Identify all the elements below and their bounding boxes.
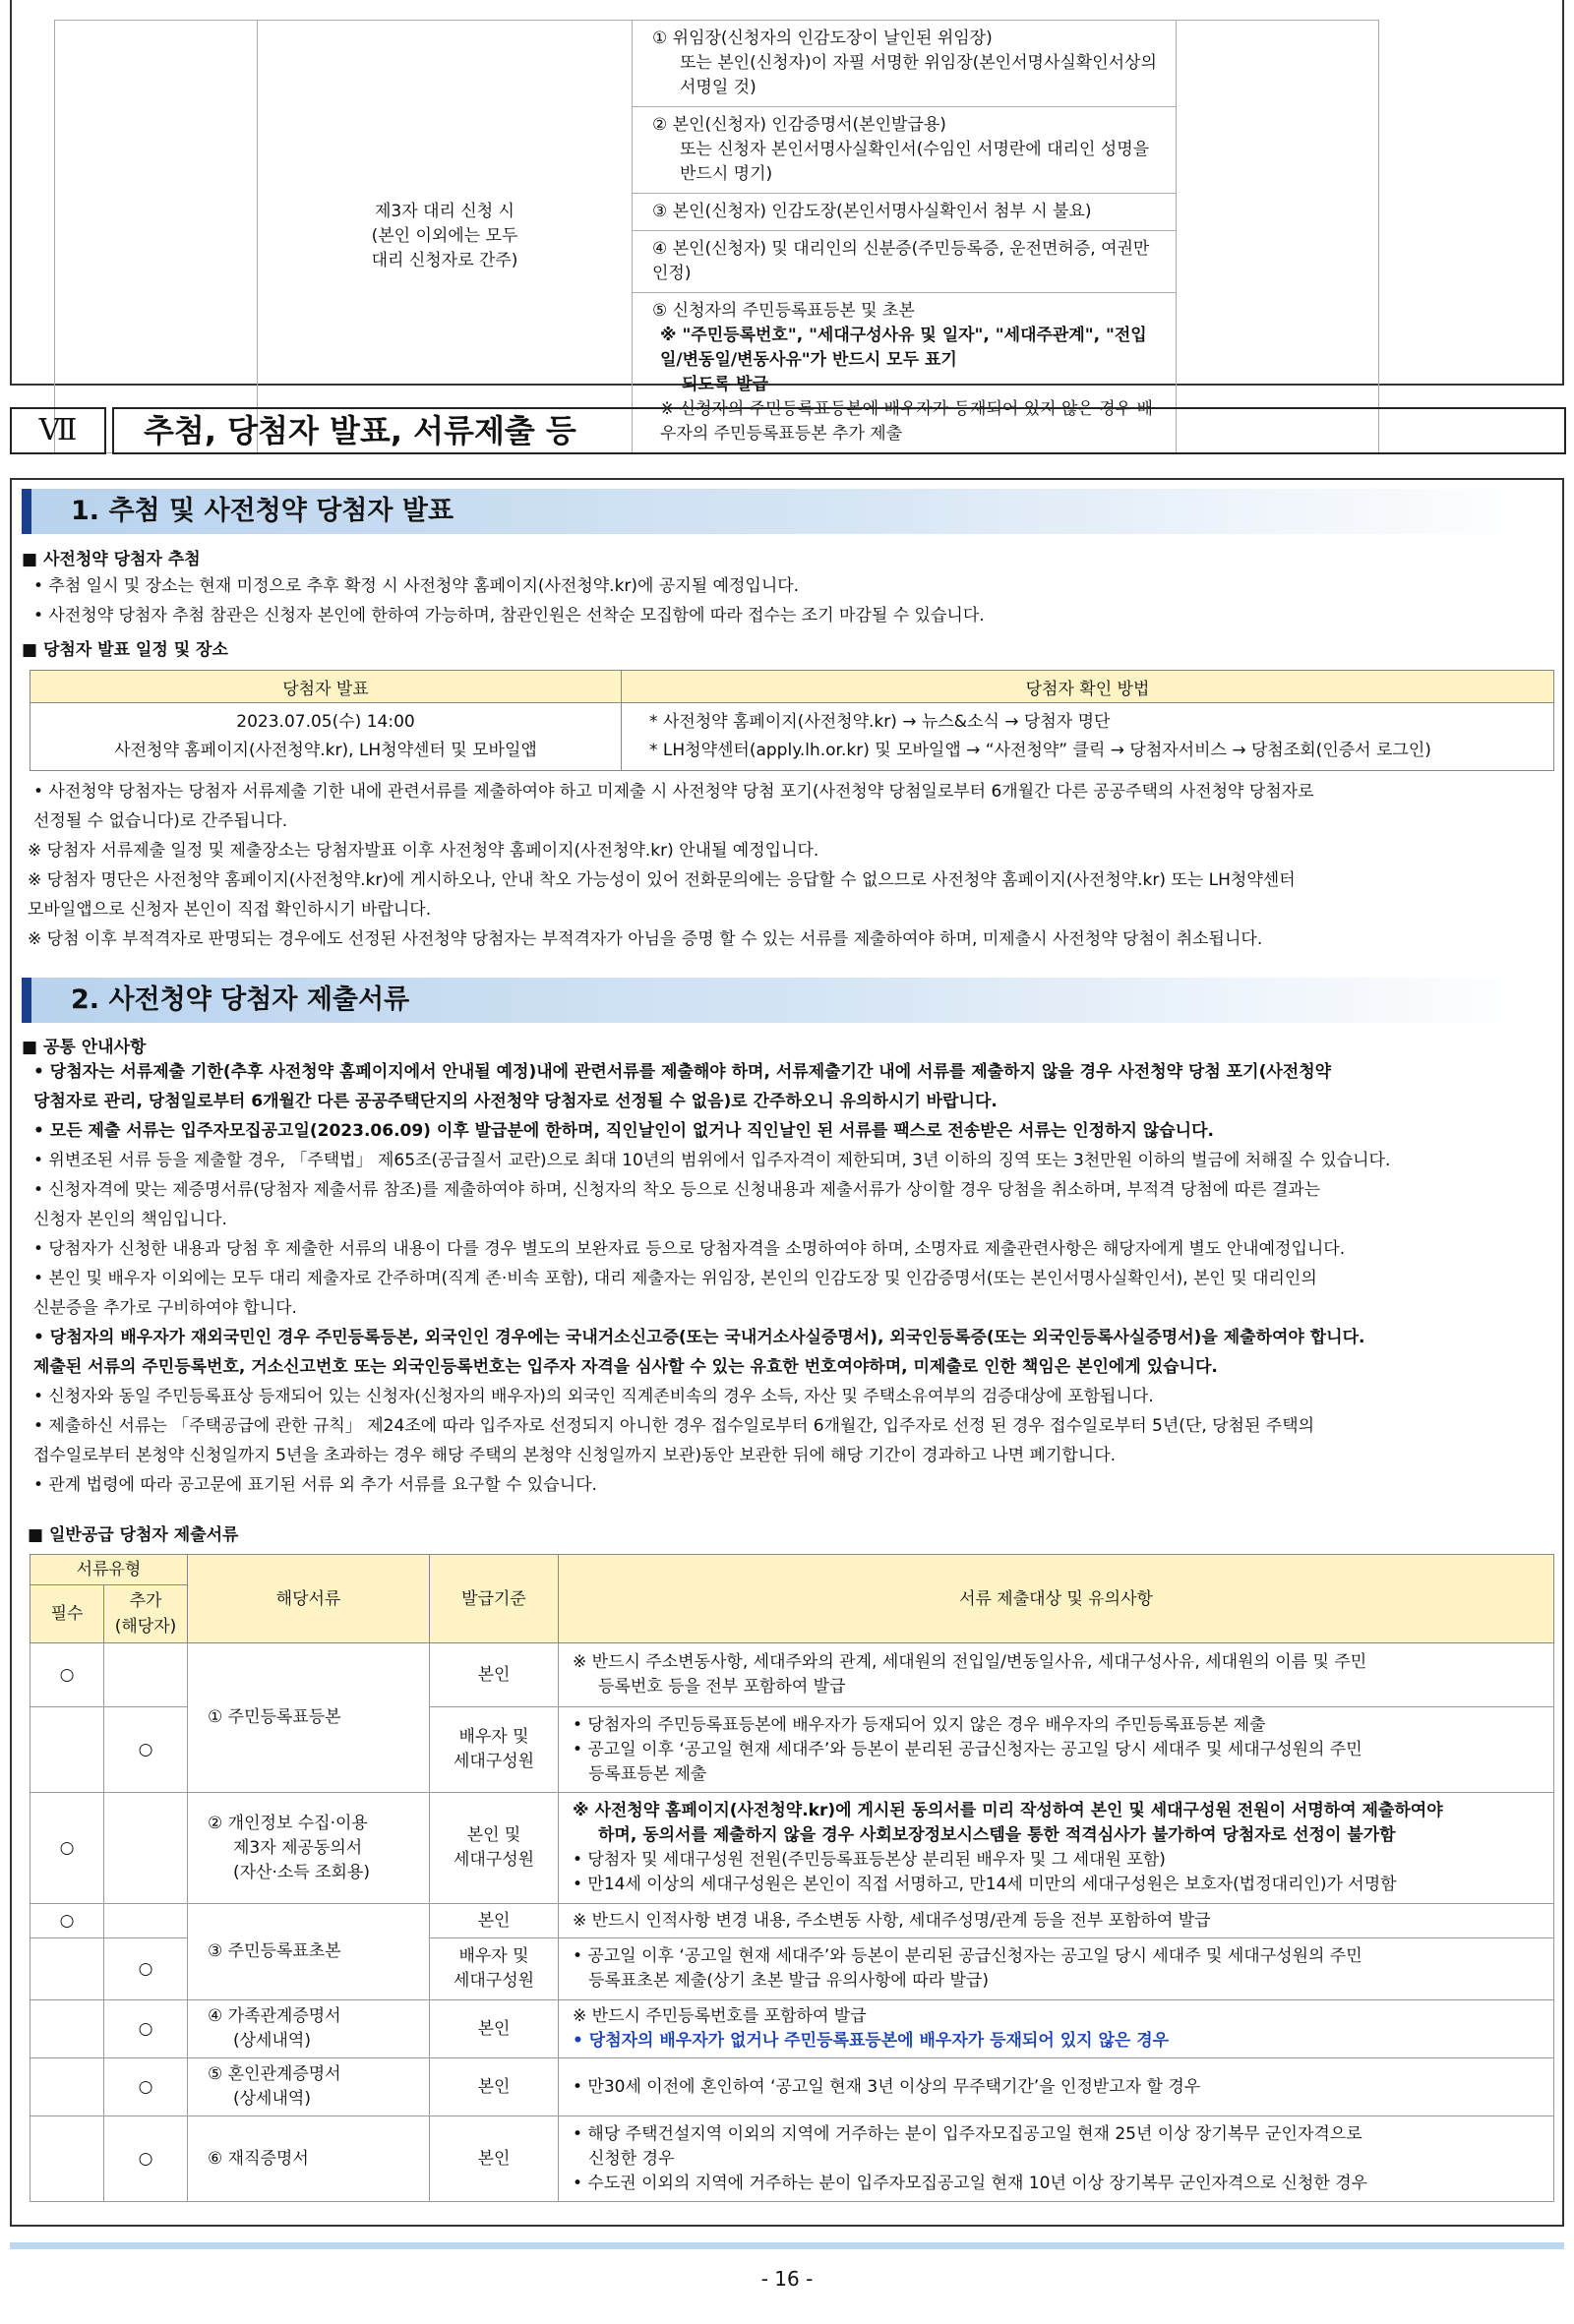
doc-target [559,1707,1554,1793]
note-line: ※ 당첨자 서류제출 일정 및 제출장소는 당첨자발표 이후 사전청약 홈페이지(사전청약.kr) 안내될 예정입니다. [28,841,819,861]
required-mark [30,1938,104,2000]
additional-mark [104,1904,188,1938]
doc-target-line: 등록표초본 제출(상기 초본 발급 유의사항에 따라 발급) [588,1971,989,1991]
doc-target [559,1938,1554,2000]
column-header-target: 서류 제출대상 및 유의사항 [559,1555,1554,1643]
required-mark: ○ [30,1793,104,1904]
doc-name [188,2058,430,2116]
doc-name: ① 주민등록표등본 [188,1643,430,1793]
common-notice-line: • 위변조된 서류 등을 제출할 경우, 「주택법」 제65조(공급질서 교란)으로 최대 10년의 범위에서 입주자격이 제한되며, 3년 이하의 징역 또는 3천만원 이하의 벌금에 처해질 수 있습니다. [33,1151,1391,1170]
subsection-2-title: 2. 사전청약 당첨자 제출서류 [22,978,1533,1023]
doc-target-line: 하며, 동의서를 제출하지 않을 경우 사회보장정보시스템을 통한 적격심사가 불가하여 당첨자로 선정이 불가함 [598,1825,1396,1845]
common-notice-line: • 당첨자가 신청한 내용과 당첨 후 제출한 서류의 내용이 다를 경우 별도의 보완자료 등으로 당첨자격을 소명하여야 하며, 소명자료 제출관련사항은 해당자에게 별도 안내예정입니다. [33,1239,1346,1259]
draw-line: • 사전청약 당첨자 추첨 참관은 신청자 본인에 한하여 가능하며, 참관인원은 선착순 모집함에 따라 접수는 조기 마감될 수 있습니다. [33,606,985,626]
proxy-category-line: 대리 신청자로 간주) [371,251,518,270]
check-method-cell [622,703,1554,771]
proxy-item [633,21,1177,107]
doc-name [188,2000,430,2058]
proxy-requirements-table [54,20,1379,453]
table-row [30,2058,1554,2116]
issue-basis-line: 세대구성원 [453,1752,535,1771]
page-number: - 16 - [760,2267,814,2291]
doc-name-line: ④ 가족관계증명서 [208,2006,341,2026]
section-number: Ⅶ [10,407,106,454]
doc-name-line: (자산·소득 조회용) [233,1862,371,1882]
proxy-category-cell [258,21,633,453]
table-row [30,2000,1554,2058]
doc-name-line: 제3자 제공동의서 [233,1837,363,1858]
additional-mark: ○ [104,2000,188,2058]
doc-target-line: 등록번호 등을 전부 포함하여 발급 [598,1677,846,1697]
doc-target-line: • 공고일 이후 ‘공고일 현재 세대주’와 등본이 분리된 공급신청자는 공고일 당시 세대주 및 세대구성원의 주민 [573,1739,1362,1759]
common-notice-line: 제출된 서류의 주민등록번호, 거소신고번호 또는 외국인등록번호는 입주자 자격을 심사할 수 있는 유효한 번호여야하며, 미제출로 인한 책임은 본인에게 있습니다. [33,1357,1218,1377]
doc-target-line: • 수도권 이외의 지역에 거주하는 분이 입주자모집공고일 현재 10년 이상 장기복무 군인자격으로 신청한 경우 [573,2173,1368,2193]
required-mark: ○ [30,1904,104,1938]
proxy-item [633,231,1177,293]
doc-target-line: • 당첨자의 배우자가 없거나 주민등록표등본에 배우자가 등재되어 있지 않은 경우 [573,2031,1170,2051]
additional-mark: ○ [104,2116,188,2202]
issue-basis: 본인 [430,1643,559,1707]
common-notice-line: • 당첨자는 서류제출 기한(추후 사전청약 홈페이지에서 안내될 예정)내에 관련서류를 제출해야 하며, 서류제출기간 내에 서류를 제출하지 않을 경우 사전청약 당첨 포기(사전청약 [33,1062,1332,1082]
issue-basis-line: 세대구성원 [453,1971,535,1991]
doc-target-line: ※ 반드시 주소변동사항, 세대주와의 관계, 세대원의 전입일/변동일사유, 세대구성사유, 세대원의 이름 및 주민 [573,1652,1367,1672]
announcement-table [30,670,1554,771]
note-line: 모바일앱으로 신청자 본인이 직접 확인하시기 바랍니다. [28,900,432,920]
doc-target: ※ 반드시 인적사항 변경 내용, 주소변동 사항, 세대주성명/관계 등을 전부 포함하여 발급 [559,1904,1554,1938]
required-mark [30,2000,104,2058]
note-line: 선정될 수 없습니다)로 간주됩니다. [33,811,288,831]
doc-name: ③ 주민등록표초본 [188,1904,430,2000]
required-mark [30,1707,104,1793]
table-row [30,1904,1554,1938]
common-notice-list [33,1057,1558,1500]
common-notice-line: 당첨자로 관리, 당첨일로부터 6개월간 다른 공공주택단지의 사전청약 당첨자로 선정될 수 없음)로 간주하오니 유의하시기 바랍니다. [33,1092,998,1111]
subsection-1-title: 1. 추첨 및 사전청약 당첨자 발표 [22,489,1533,534]
common-notice-line: • 모든 제출 서류는 입주자모집공고일(2023.06.09) 이후 발급분에 한하며, 직인날인이 없거나 직인날인 된 서류를 팩스로 전송받은 서류는 인정하지 않습니다. [33,1121,1214,1141]
doc-name: ⑥ 재직증명서 [188,2116,430,2202]
issue-basis-line: 배우자 및 [458,1946,529,1966]
common-notice-line: • 제출하신 서류는 「주택공급에 관한 규칙」 제24조에 따라 입주자로 선정되지 아니한 경우 접수일로부터 6개월간, 입주자로 선정 된 경우 접수일로부터 5년(단, 당첨된 주택의 [33,1416,1315,1436]
issue-basis [430,1938,559,2000]
issue-basis [430,1707,559,1793]
common-notice-line: • 당첨자의 배우자가 재외국민인 경우 주민등록등본, 외국인인 경우에는 국내거소신고증(또는 국내거소사실증명서), 외국인등록증(또는 외국인등록사실증명서)을 제출하여야 합니다. [33,1328,1365,1347]
table-row [30,2116,1554,2202]
doc-target-line: • 당첨자의 주민등록표등본에 배우자가 등재되어 있지 않은 경우 배우자의 주민등록표등본 제출 [573,1714,1266,1735]
doc-target-line: • 해당 주택건설지역 이외의 지역에 거주하는 분이 입주자모집공고일 현재 25년 이상 장기복무 군인자격으로 [573,2123,1362,2144]
proxy-item-text: ③ 본인(신청자) 인감도장(본인서명사실확인서 첨부 시 불요) [652,202,1092,221]
doc-target [559,1793,1554,1904]
doc-name-line: (상세내역) [233,2089,311,2109]
common-notice-line: • 신청자격에 맞는 제증명서류(당첨자 제출서류 참조)를 제출하여야 하며, 신청자의 착오 등으로 신청내용과 제출서류가 상이할 경우 당첨을 취소하며, 부적격 당첨에 따른 결과는 [33,1180,1321,1200]
proxy-item-text: ② 본인(신청자) 인감증명서(본인발급용) [652,115,946,135]
draw-line: • 추첨 일시 및 장소는 현재 미정으로 추후 확정 시 사전청약 홈페이지(사전청약.kr)에 공지될 예정입니다. [33,576,800,596]
doc-target-line: • 만14세 이상의 세대구성원은 본인이 직접 서명하고, 만14세 미만의 세대구성원은 보호자(법정대리인)가 서명함 [573,1875,1397,1894]
common-notice-line: • 본인 및 배우자 이외에는 모두 대리 제출자로 간주하며(직계 존·비속 포함), 대리 제출자는 위임장, 본인의 인감도장 및 인감증명서(또는 본인서명사실확인서), 본인 및 대리인의 [33,1269,1317,1288]
general-docs-heading: ■ 일반공급 당첨자 제출서류 [28,1525,239,1545]
proxy-item-text: ④ 본인(신청자) 및 대리인의 신분증(주민등록증, 운전면허증, 여권만 인정) [652,239,1150,283]
doc-name-line: ② 개인정보 수집·이용 [208,1813,368,1833]
proxy-item [633,107,1177,194]
note-line: • 사전청약 당첨자는 당첨자 서류제출 기한 내에 관련서류를 제출하여야 하고 미제출 시 사전청약 당첨 포기(사전청약 당첨일로부터 6개월간 다른 공공주택의 사전청약 당첨자로 [33,782,1314,802]
column-header-type: 서류유형 [30,1555,188,1585]
proxy-item [633,194,1177,231]
proxy-item-text: ① 위임장(신청자의 인감도장이 날인된 위임장) [652,29,993,48]
table-row [30,1643,1554,1707]
draw-heading: ■ 사전청약 당첨자 추첨 [22,550,201,569]
table-row [30,703,1554,771]
additional-mark [104,1793,188,1904]
announce-place: 사전청약 홈페이지(사전청약.kr), LH청약센터 및 모바일앱 [114,741,537,760]
table-header-row [30,1555,1554,1585]
proxy-category-line: (본인 이외에는 모두 [371,226,518,246]
check-method-line: * LH청약센터(apply.lh.or.kr) 및 모바일앱 → “사전청약” 클릭 → 당첨자서비스 → 당첨조회(인증서 로그인) [649,741,1431,760]
table-header-row [30,671,1554,703]
issue-basis: 본인 [430,2116,559,2202]
common-notice-line: 신분증을 추가로 구비하여야 합니다. [33,1298,297,1318]
doc-target: • 만30세 이전에 혼인하여 ‘공고일 현재 3년 이상의 무주택기간’을 인정받고자 할 경우 [559,2058,1554,2116]
note-line: ※ 당첨 이후 부적격자로 판명되는 경우에도 선정된 사전청약 당첨자는 부적격자가 아님을 증명 할 수 있는 서류를 제출하여야 하며, 미제출시 사전청약 당첨이 취소됩니다. [28,929,1263,949]
proxy-category-line: 제3자 대리 신청 시 [375,202,515,221]
announce-date: 2023.07.05(수) 14:00 [236,712,415,732]
doc-target-line: 등록표등본 제출 [588,1763,707,1784]
doc-target-line: ※ 사전청약 홈페이지(사전청약.kr)에 게시된 동의서를 미리 작성하여 본인 및 세대구성원 전원이 서명하여 제출하여야 [573,1801,1443,1820]
doc-target-line: 신청한 경우 [588,2148,675,2169]
issue-basis: 본인 [430,2058,559,2116]
proxy-item-note: ※ 신청자의 주민등록표등본에 배우자가 등재되어 있지 않은 경우 배우자의 주민등록표등본 추가 제출 [660,399,1153,444]
proxy-item-note: 되도록 발급 [682,375,769,394]
table-cell-blank [55,21,258,453]
general-documents-table [30,1554,1554,2202]
proxy-item-text: 또는 본인(신청자)이 자필 서명한 위임장(본인서명사실확인서상의 서명일 것) [680,53,1157,97]
doc-target [559,1643,1554,1707]
common-notice-line: 신청자 본인의 책임입니다. [33,1210,227,1229]
additional-mark: ○ [104,1707,188,1793]
column-header-additional-line: 추가 [129,1591,162,1611]
common-notice-line: • 관계 법령에 따라 공고문에 표기된 서류 외 추가 서류를 요구할 수 있습니다. [33,1475,597,1495]
proxy-item-text: 또는 신청자 본인서명사실확인서(수임인 서명란에 대리인 성명을 반드시 명기) [680,140,1150,184]
issue-basis-line: 본인 및 [466,1825,521,1845]
required-mark: ○ [30,1643,104,1707]
proxy-item-note: ※ "주민등록번호", "세대구성사유 및 일자", "세대주관계", "전입일/변동일/변동사유"가 반드시 모두 표기 [660,326,1147,370]
additional-mark [104,1643,188,1707]
issue-basis-line: 세대구성원 [453,1850,535,1870]
announce-date-cell [30,703,622,771]
issue-basis: 본인 [430,1904,559,1938]
doc-name-line: ⑤ 혼인관계증명서 [208,2064,341,2084]
proxy-item-text: ⑤ 신청자의 주민등록표등본 및 초본 [652,301,915,321]
column-header-additional [104,1585,188,1643]
doc-name-line: (상세내역) [233,2031,311,2051]
section-title: 추첨, 당첨자 발표, 서류제출 등 [112,407,1566,454]
column-header-additional-line: (해당자) [114,1617,177,1637]
footer-divider [10,2242,1564,2249]
required-mark [30,2058,104,2116]
required-mark [30,2116,104,2202]
issue-basis-line: 배우자 및 [458,1727,529,1747]
common-notice-line: 접수일로부터 본청약 신청일까지 5년을 초과하는 경우 해당 주택의 본청약 신청일까지 보관)동안 보관한 뒤에 해당 기간이 경과하고 나면 폐기합니다. [33,1446,1117,1465]
note-line: ※ 당첨자 명단은 사전청약 홈페이지(사전청약.kr)에 게시하오나, 안내 착오 가능성이 있어 전화문의에는 응답할 수 없으므로 사전청약 홈페이지(사전청약.kr) 또는 LH청약센터 [28,870,1296,890]
common-notice-line: • 신청자와 동일 주민등록표상 등재되어 있는 신청자(신청자의 배우자)의 외국인 직계존비속의 경우 소득, 자산 및 주택소유여부의 검증대상에 포함됩니다. [33,1387,1154,1406]
column-header-doc: 해당서류 [188,1555,430,1643]
schedule-heading: ■ 당첨자 발표 일정 및 장소 [22,640,228,660]
doc-name [188,1793,430,1904]
column-header-issue: 발급기준 [430,1555,559,1643]
table-row [30,1793,1554,1904]
doc-target-line: ※ 반드시 주민등록번호를 포함하여 발급 [573,2006,867,2026]
doc-target [559,2000,1554,2058]
common-heading: ■ 공통 안내사항 [22,1038,147,1057]
column-header-required: 필수 [30,1585,104,1643]
table-row [55,21,1379,107]
doc-target-line: • 당첨자 및 세대구성원 전원(주민등록표등본상 분리된 배우자 및 그 세대원 포함) [573,1850,1166,1870]
column-header: 당첨자 확인 방법 [622,671,1554,703]
table-cell-blank [1177,21,1379,453]
column-header: 당첨자 발표 [30,671,622,703]
additional-mark: ○ [104,1938,188,2000]
doc-target-line: • 공고일 이후 ‘공고일 현재 세대주’와 등본이 분리된 공급신청자는 공고일 당시 세대주 및 세대구성원의 주민 [573,1946,1362,1966]
additional-mark: ○ [104,2058,188,2116]
issue-basis [430,1793,559,1904]
check-method-line: * 사전청약 홈페이지(사전청약.kr) → 뉴스&소식 → 당첨자 명단 [649,712,1111,732]
issue-basis: 본인 [430,2000,559,2058]
doc-target [559,2116,1554,2202]
